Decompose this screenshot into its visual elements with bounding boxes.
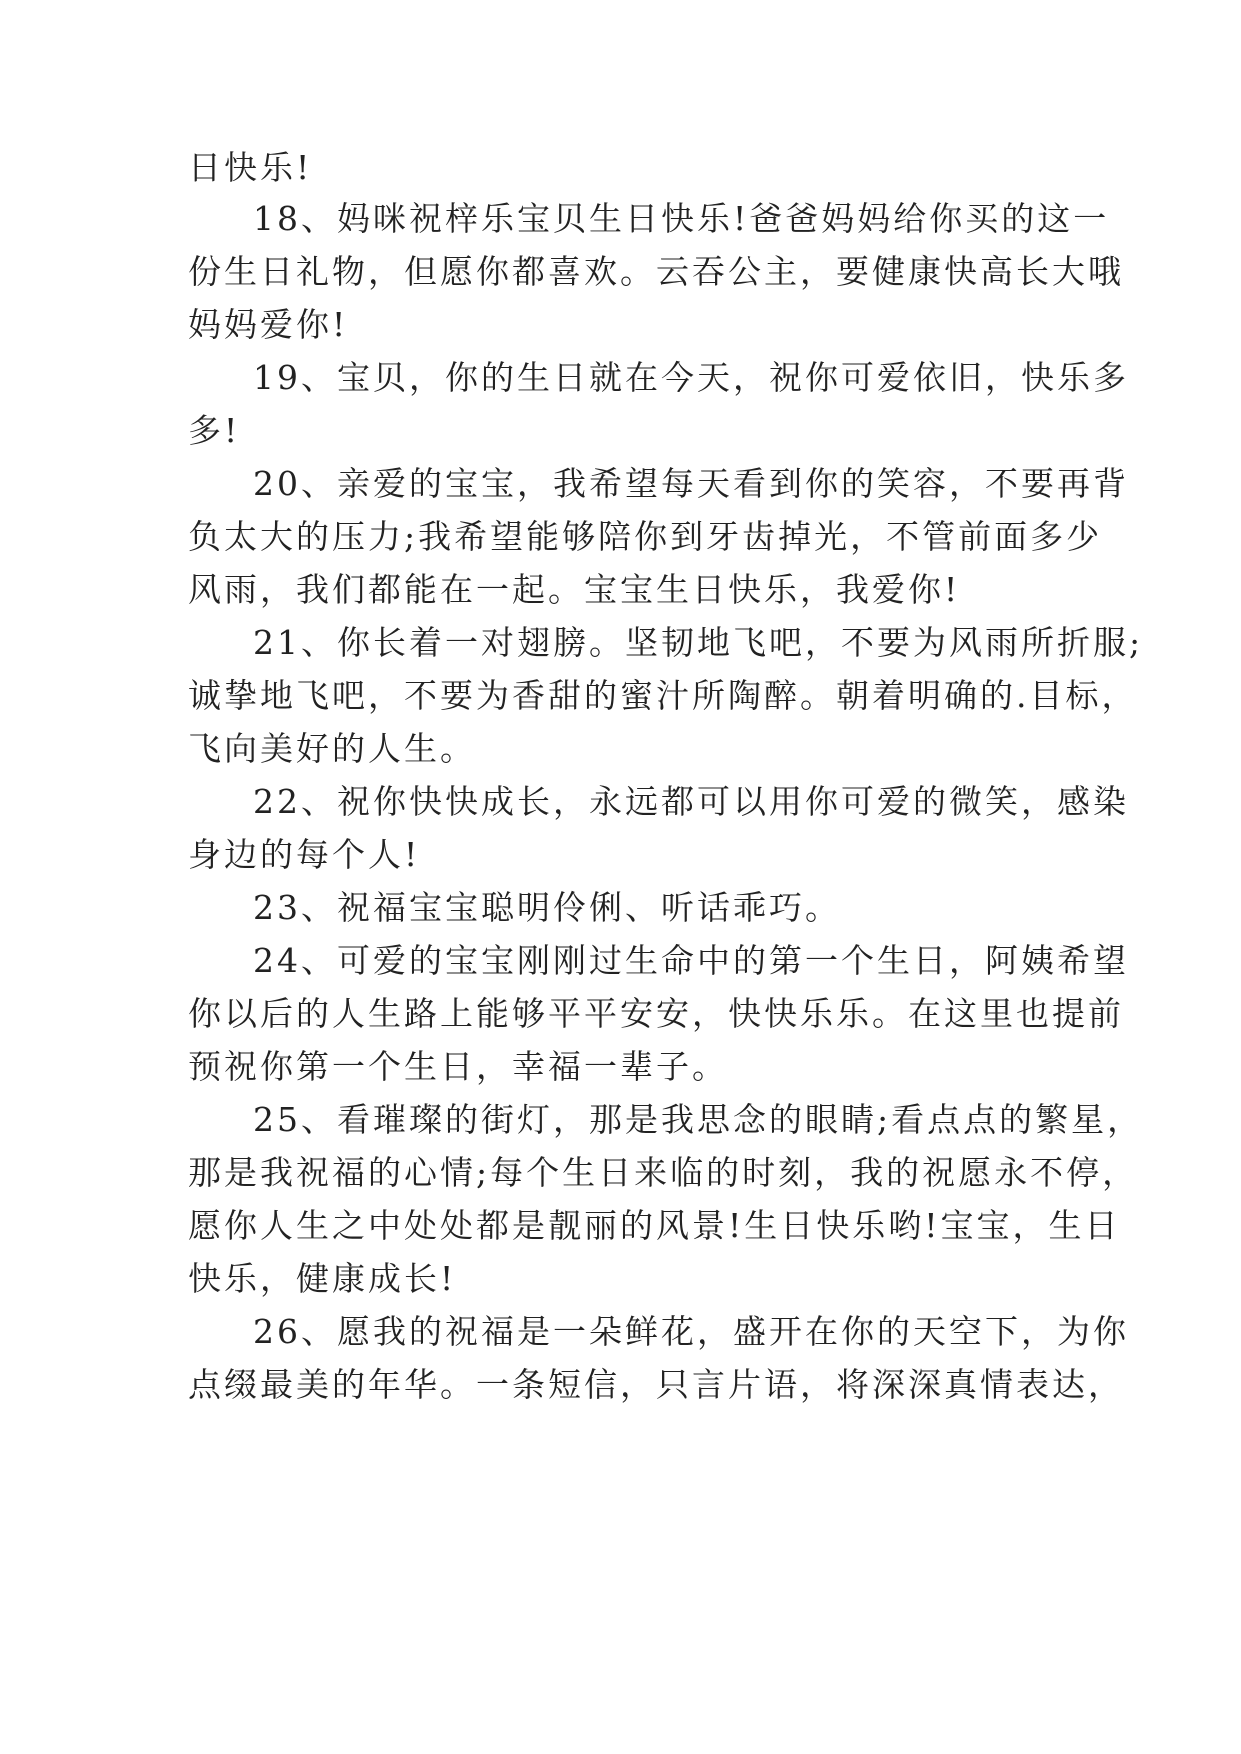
text-line: 风雨，我们都能在一起。宝宝生日快乐，我爱你! [188, 570, 961, 609]
text-line: 份生日礼物，但愿你都喜欢。云吞公主，要健康快高长大哦 [188, 252, 1124, 291]
text-line: 身边的每个人! [188, 835, 421, 874]
text-line: 23、祝福宝宝聪明伶俐、听话乖巧。 [253, 888, 841, 927]
text-line: 快乐，健康成长! [188, 1259, 457, 1298]
text-line: 飞向美好的人生。 [188, 729, 476, 768]
text-line: 负太大的压力;我希望能够陪你到牙齿掉光，不管前面多少 [188, 517, 1103, 556]
text-line: 24、可爱的宝宝刚刚过生命中的第一个生日，阿姨希望 [253, 941, 1129, 980]
text-line: 20、亲爱的宝宝，我希望每天看到你的笑容，不要再背 [253, 464, 1129, 503]
text-line: 点缀最美的年华。一条短信，只言片语，将深深真情表达， [188, 1365, 1124, 1404]
text-line: 25、看璀璨的街灯，那是我思念的眼睛;看点点的繁星， [253, 1100, 1144, 1139]
text-line: 21、你长着一对翅膀。坚韧地飞吧，不要为风雨所折服; [253, 623, 1144, 662]
text-line: 18、妈咪祝梓乐宝贝生日快乐!爸爸妈妈给你买的这一 [253, 199, 1110, 238]
text-line: 你以后的人生路上能够平平安安，快快乐乐。在这里也提前 [188, 994, 1124, 1033]
text-line: 诚挚地飞吧，不要为香甜的蜜汁所陶醉。朝着明确的.目标， [188, 676, 1138, 715]
text-line: 预祝你第一个生日，幸福一辈子。 [188, 1047, 728, 1086]
text-line: 多! [188, 411, 241, 450]
text-line: 22、祝你快快成长，永远都可以用你可爱的微笑，感染 [253, 782, 1129, 821]
text-line: 19、宝贝，你的生日就在今天，祝你可爱依旧，快乐多 [253, 358, 1129, 397]
text-line: 26、愿我的祝福是一朵鲜花，盛开在你的天空下，为你 [253, 1312, 1129, 1351]
text-line: 那是我祝福的心情;每个生日来临的时刻，我的祝愿永不停， [188, 1153, 1139, 1192]
text-line: 妈妈爱你! [188, 305, 349, 344]
text-line: 愿你人生之中处处都是靓丽的风景!生日快乐哟!宝宝，生日 [188, 1206, 1121, 1245]
text-line: 日快乐! [188, 148, 313, 187]
